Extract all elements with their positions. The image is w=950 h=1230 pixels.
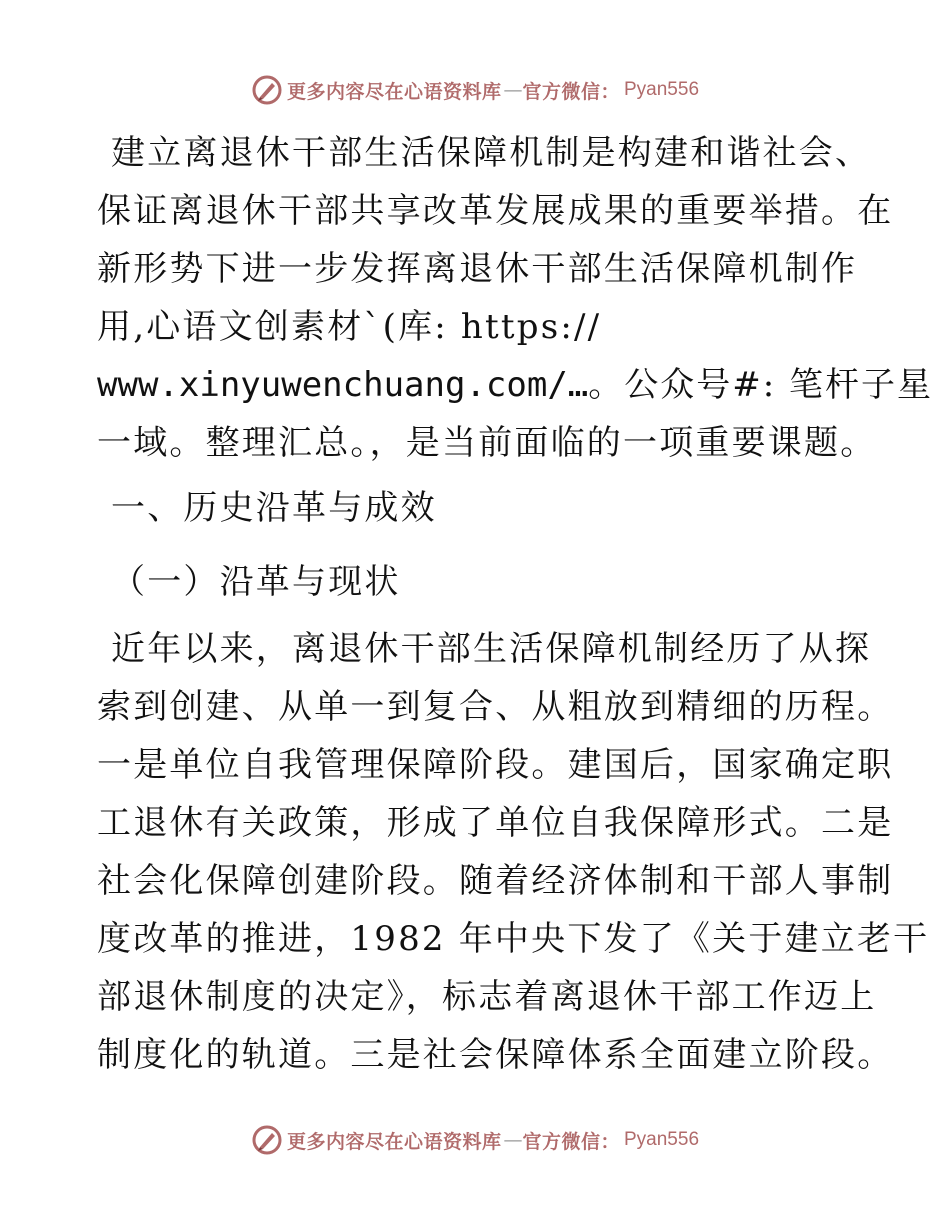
paragraph1-line: 新形势下进一步发挥离退休干部生活保障机制作 <box>97 249 858 289</box>
banner-official-label: 官方微信： <box>522 1130 620 1153</box>
section-heading: 一、历史沿革与成效 <box>111 488 437 528</box>
banner-official-label: 官方微信： <box>522 80 620 103</box>
paragraph2-line: 一是单位自我管理保障阶段。建国后，国家确定职 <box>97 745 894 785</box>
footer-banner <box>0 1120 950 1160</box>
document-body <box>97 124 934 1084</box>
brush-logo-icon <box>251 1124 283 1156</box>
paragraph1-line: 用,心语文创素材`(库: https:// <box>97 307 602 347</box>
paragraph1-line: 保证离退休干部共享改革发展成果的重要举措。在 <box>97 191 894 231</box>
paragraph1-line: 一域。整理汇总。，是当前面临的一项重要课题。 <box>97 423 877 463</box>
banner-wechat-id: Pyan556 <box>624 1129 700 1150</box>
paragraph2-line: 部退休制度的决定》，标志着离退休干部工作迈上 <box>97 977 877 1017</box>
banner-text: 更多内容尽在心语资料库 <box>286 1130 502 1153</box>
subsection-heading: （一）沿革与现状 <box>111 562 401 602</box>
paragraph2-line: 工退休有关政策，形成了单位自我保障形式。二是 <box>97 803 894 843</box>
library-url: www.xinyuwenchuang.com/… <box>97 365 589 405</box>
header-banner <box>0 70 950 110</box>
paragraph2-line: 度改革的推进，1982 年中央下发了《关于建立老干 <box>97 919 930 959</box>
banner-text: 更多内容尽在心语资料库 <box>286 80 502 103</box>
banner-dash: — <box>503 79 523 101</box>
paragraph1-url-rest: 。公众号#: 笔杆子星 <box>588 365 934 405</box>
paragraph2-line: 索到创建、从单一到复合、从粗放到精细的历程。 <box>97 687 894 727</box>
banner-dash: — <box>503 1129 523 1151</box>
paragraph1-line: 建立离退休干部生活保障机制是构建和谐社会、 <box>111 133 872 173</box>
paragraph2-line: 制度化的轨道。三是社会保障体系全面建立阶段。 <box>97 1035 894 1075</box>
paragraph2-line: 社会化保障创建阶段。随着经济体制和干部人事制 <box>97 861 894 901</box>
banner-wechat-id: Pyan556 <box>624 79 700 100</box>
paragraph1-url-line <box>97 356 934 414</box>
paragraph2-line: 近年以来，离退休干部生活保障机制经历了从探 <box>111 629 872 669</box>
brush-logo-icon <box>251 74 283 106</box>
